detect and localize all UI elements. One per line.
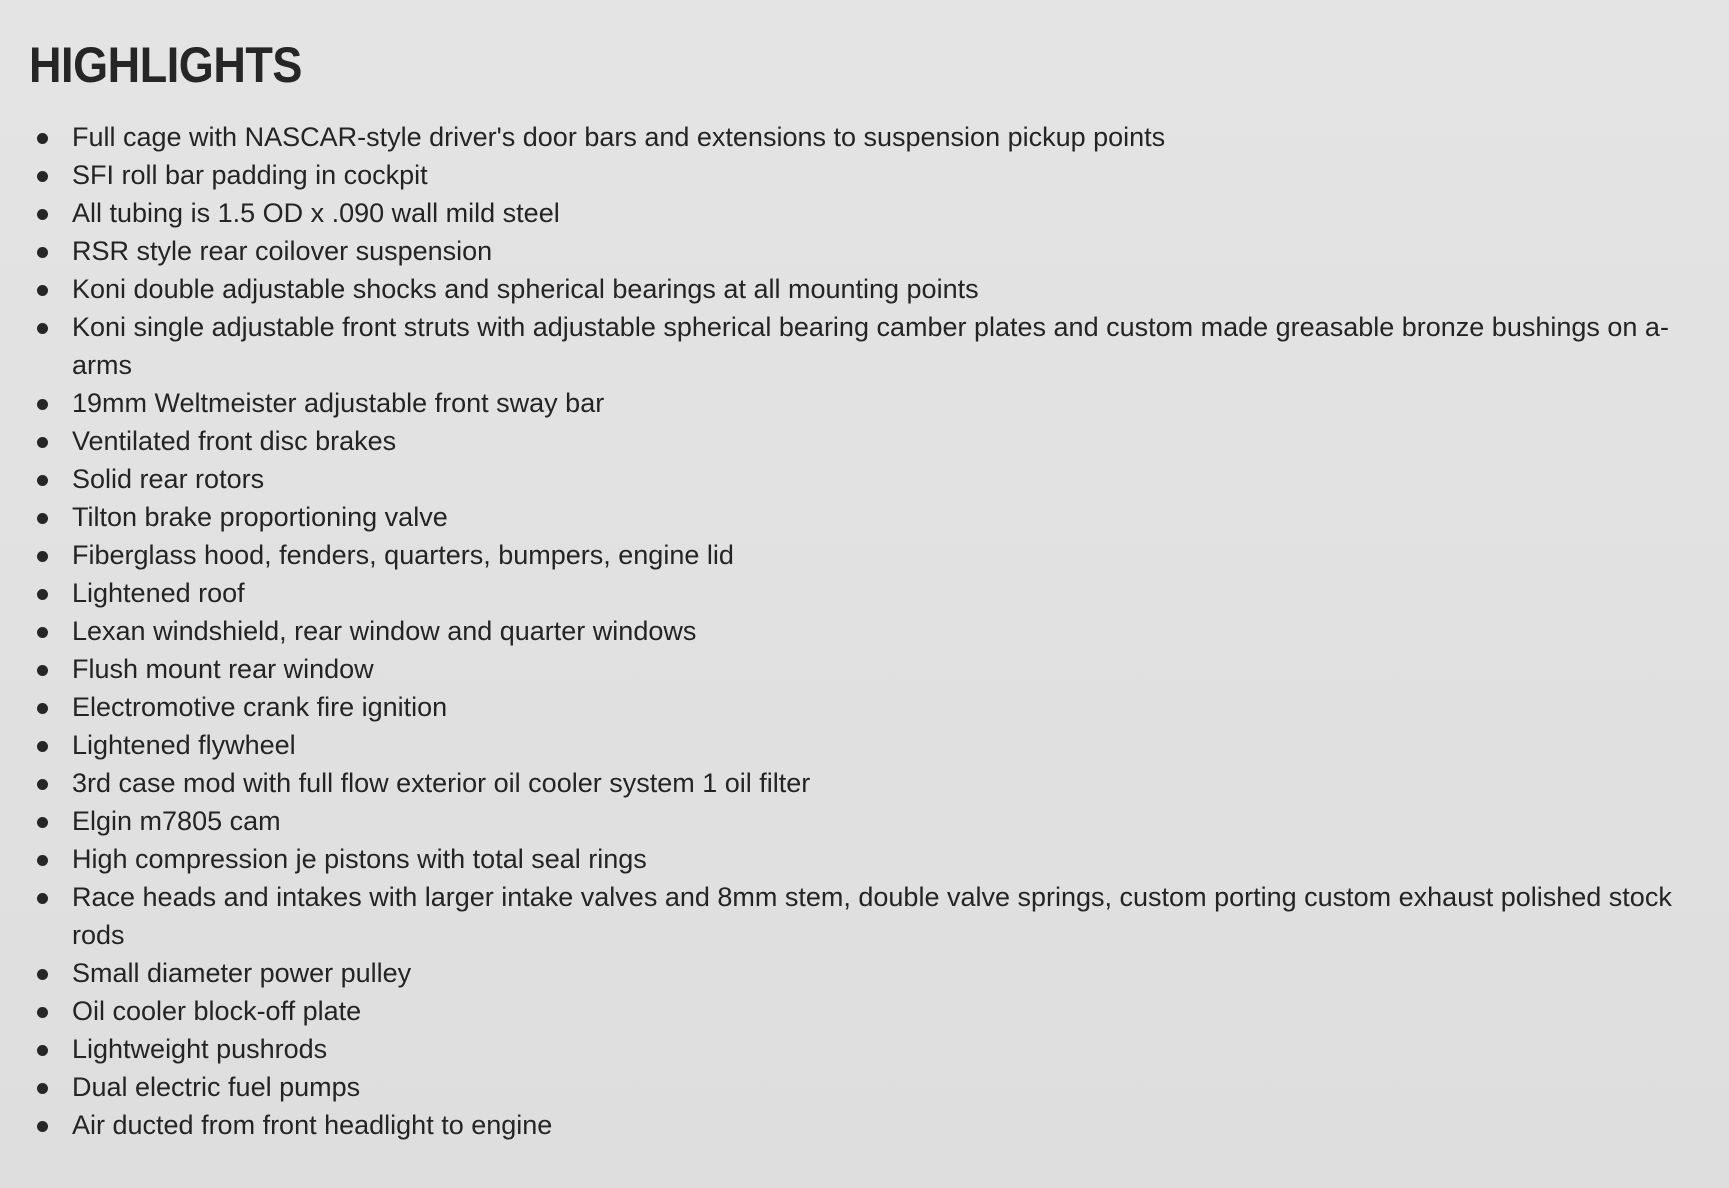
list-item-text: Flush mount rear window bbox=[72, 654, 374, 684]
list-item-text: 19mm Weltmeister adjustable front sway bar bbox=[72, 388, 605, 418]
list-item bbox=[29, 498, 1692, 536]
bullet-icon bbox=[37, 703, 48, 714]
list-item-text: Tilton brake proportioning valve bbox=[72, 502, 448, 532]
bullet-icon bbox=[37, 589, 48, 600]
list-item bbox=[29, 688, 1692, 726]
bullet-icon bbox=[37, 893, 48, 904]
list-item-text: High compression je pistons with total seal rings bbox=[72, 844, 647, 874]
list-item bbox=[29, 726, 1692, 764]
list-item-text: Solid rear rotors bbox=[72, 464, 265, 494]
list-item-text: Small diameter power pulley bbox=[72, 958, 412, 988]
list-item bbox=[29, 1068, 1692, 1106]
list-item bbox=[29, 650, 1692, 688]
bullet-icon bbox=[37, 551, 48, 562]
bullet-icon bbox=[37, 247, 48, 258]
bullet-icon bbox=[37, 665, 48, 676]
bullet-icon bbox=[37, 817, 48, 828]
list-item-text: RSR style rear coilover suspension bbox=[72, 236, 493, 266]
bullet-icon bbox=[37, 779, 48, 790]
bullet-icon bbox=[37, 171, 48, 182]
highlights-list bbox=[29, 118, 1699, 1144]
list-item-text: Lightened flywheel bbox=[72, 730, 296, 760]
list-item bbox=[29, 156, 1692, 194]
bullet-icon bbox=[37, 1083, 48, 1094]
list-item bbox=[29, 1030, 1692, 1068]
bullet-icon bbox=[37, 741, 48, 752]
list-item-text: 3rd case mod with full flow exterior oil cooler system 1 oil filter bbox=[72, 768, 811, 798]
bullet-icon bbox=[37, 627, 48, 638]
bullet-icon bbox=[37, 133, 48, 144]
bullet-icon bbox=[37, 209, 48, 220]
list-item-text: Ventilated front disc brakes bbox=[72, 426, 397, 456]
list-item bbox=[29, 764, 1692, 802]
list-item bbox=[29, 840, 1692, 878]
list-item-text: SFI roll bar padding in cockpit bbox=[72, 160, 428, 190]
list-item-text: Oil cooler block-off plate bbox=[72, 996, 362, 1026]
list-item-text: Electromotive crank fire ignition bbox=[72, 692, 448, 722]
bullet-icon bbox=[37, 513, 48, 524]
list-item bbox=[29, 992, 1692, 1030]
bullet-icon bbox=[37, 855, 48, 866]
list-item bbox=[29, 802, 1692, 840]
bullet-icon bbox=[37, 1045, 48, 1056]
list-item-text: Koni single adjustable front struts with adjustable spherical bearing camber plates and custom made greasable bronze bushings on a-arms bbox=[72, 312, 1669, 380]
list-item-text: Dual electric fuel pumps bbox=[72, 1072, 361, 1102]
bullet-icon bbox=[37, 285, 48, 296]
list-item bbox=[29, 270, 1692, 308]
bullet-icon bbox=[37, 969, 48, 980]
list-item-text: Lexan windshield, rear window and quarter windows bbox=[72, 616, 697, 646]
bullet-icon bbox=[37, 437, 48, 448]
bullet-icon bbox=[37, 1121, 48, 1132]
list-item bbox=[29, 384, 1692, 422]
list-item-text: All tubing is 1.5 OD x .090 wall mild steel bbox=[72, 198, 560, 228]
list-item bbox=[29, 1106, 1692, 1144]
list-item-text: Elgin m7805 cam bbox=[72, 806, 281, 836]
section-title: HIGHLIGHTS bbox=[29, 37, 302, 93]
list-item-text: Fiberglass hood, fenders, quarters, bumpers, engine lid bbox=[72, 540, 734, 570]
list-item bbox=[29, 574, 1692, 612]
bullet-icon bbox=[37, 1007, 48, 1018]
list-item bbox=[29, 118, 1692, 156]
list-item bbox=[29, 878, 1692, 954]
list-item bbox=[29, 460, 1692, 498]
list-item-text: Race heads and intakes with larger intake valves and 8mm stem, double valve springs, custom porting custom exhaust polished stock rods bbox=[72, 882, 1672, 950]
list-item bbox=[29, 536, 1692, 574]
list-item-text: Full cage with NASCAR-style driver's door bars and extensions to suspension pickup points bbox=[72, 122, 1166, 152]
list-item-text: Air ducted from front headlight to engine bbox=[72, 1110, 553, 1140]
list-item bbox=[29, 954, 1692, 992]
list-item bbox=[29, 612, 1692, 650]
list-item-text: Lightened roof bbox=[72, 578, 245, 608]
list-item bbox=[29, 308, 1692, 384]
bullet-icon bbox=[37, 399, 48, 410]
list-item bbox=[29, 194, 1692, 232]
list-item-text: Koni double adjustable shocks and spherical bearings at all mounting points bbox=[72, 274, 979, 304]
list-item-text: Lightweight pushrods bbox=[72, 1034, 328, 1064]
bullet-icon bbox=[37, 475, 48, 486]
bullet-icon bbox=[37, 323, 48, 334]
list-item bbox=[29, 232, 1692, 270]
list-item bbox=[29, 422, 1692, 460]
